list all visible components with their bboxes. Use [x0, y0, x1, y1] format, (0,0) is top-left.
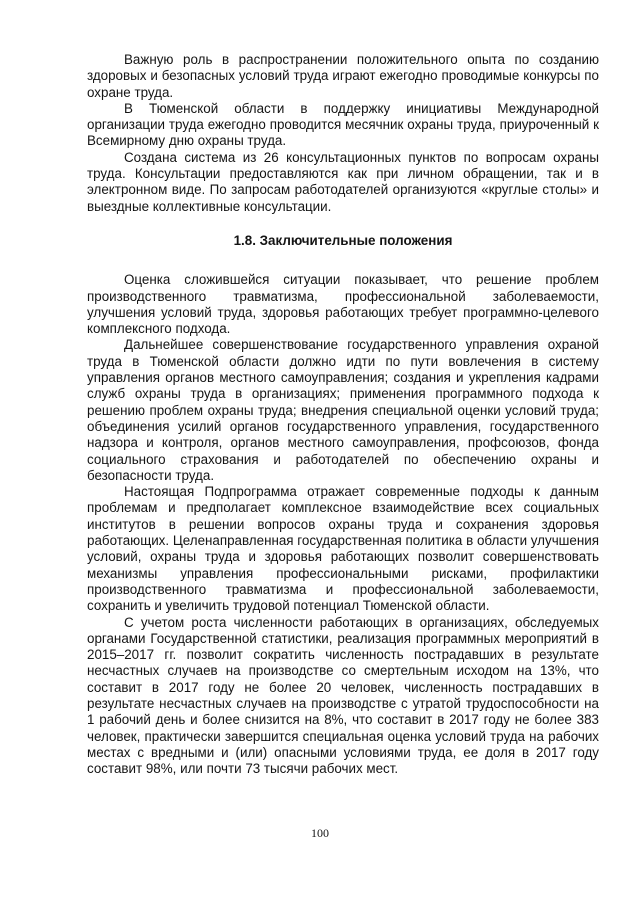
document-body — [87, 52, 599, 777]
paragraph-contests: Важную роль в распространении положительного опыта по созданию здоровых и безопасных условий труда играют ежегодно проводимые конкурсы по охране труда. — [87, 52, 599, 100]
paragraph-safety-month: В Тюменской области в поддержку инициативы Международной организации труда ежегодно проводится месячник охраны труда, приуроченный к Всемирному дню охраны труда. — [87, 100, 599, 149]
paragraph-subprogram: Настоящая Подпрограмма отражает современные подходы к данным проблемам и предполагает комплексное взаимодействие всех социальных институтов в решении вопросов охраны труда и сохранения здоровья работающих. Целенаправленная государственная политика в области улучшения условий, охраны труда и здоровья работающих позволит совершенствовать механизмы управления профессиональными рисками, профилактики производственного травматизма и профессиональной заболеваемости, сохранить и увеличить трудовой потенциал Тюменской области. — [87, 484, 599, 614]
paragraph-expected-results: С учетом роста численности работающих в организациях, обследуемых органами Государственной статистики, реализация программных мероприятий в 2015–2017 гг. позволит сократить численность пострадавших в результате несчастных случаев на производстве со смертельным исходом на 13%, что составит в 2017 году не более 20 человек, численность пострадавших в результате несчастных случаев на производстве с утратой трудоспособности на 1 рабочий день и более снизится на 8%, что составит в 2017 году не более 383 человек, практически завершится специальная оценка условий труда на рабочих местах с вредными и (или) опасными условиями труда, ее доля в 2017 году составит 98%, или почти 73 тысячи рабочих мест. — [87, 614, 599, 777]
paragraph-consultation-points: Создана система из 26 консультационных пунктов по вопросам охраны труда. Консультации предоставляются как при личном обращении, так и в электронном виде. По запросам работодателей организуются «круглые столы» и выездные коллективные консультации. — [87, 149, 599, 214]
paragraph-improvement: Дальнейшее совершенствование государственного управления охраной труда в Тюменской области должно идти по пути вовлечения в систему управления органов местного самоуправления; создания и укрепления кадрами служб охраны труда в организациях; применения программного подхода к решению проблем охраны труда; внедрения специальной оценки условий труда; объединения усилий органов государственного управления, государственного надзора и контроля, органов местного самоуправления, профсоюзов, фонда социального страхования и работодателей по обеспечению охраны и безопасности труда. — [87, 337, 599, 483]
page-number: 100 — [311, 826, 329, 840]
section-heading: 1.8. Заключительные положения — [233, 232, 453, 248]
paragraph-assessment: Оценка сложившейся ситуации показывает, что решение проблем производственного травматизма, профессиональной заболеваемости, улучшения условий труда, здоровья работающих требует программно-целевого комплексного подхода. — [87, 272, 599, 337]
